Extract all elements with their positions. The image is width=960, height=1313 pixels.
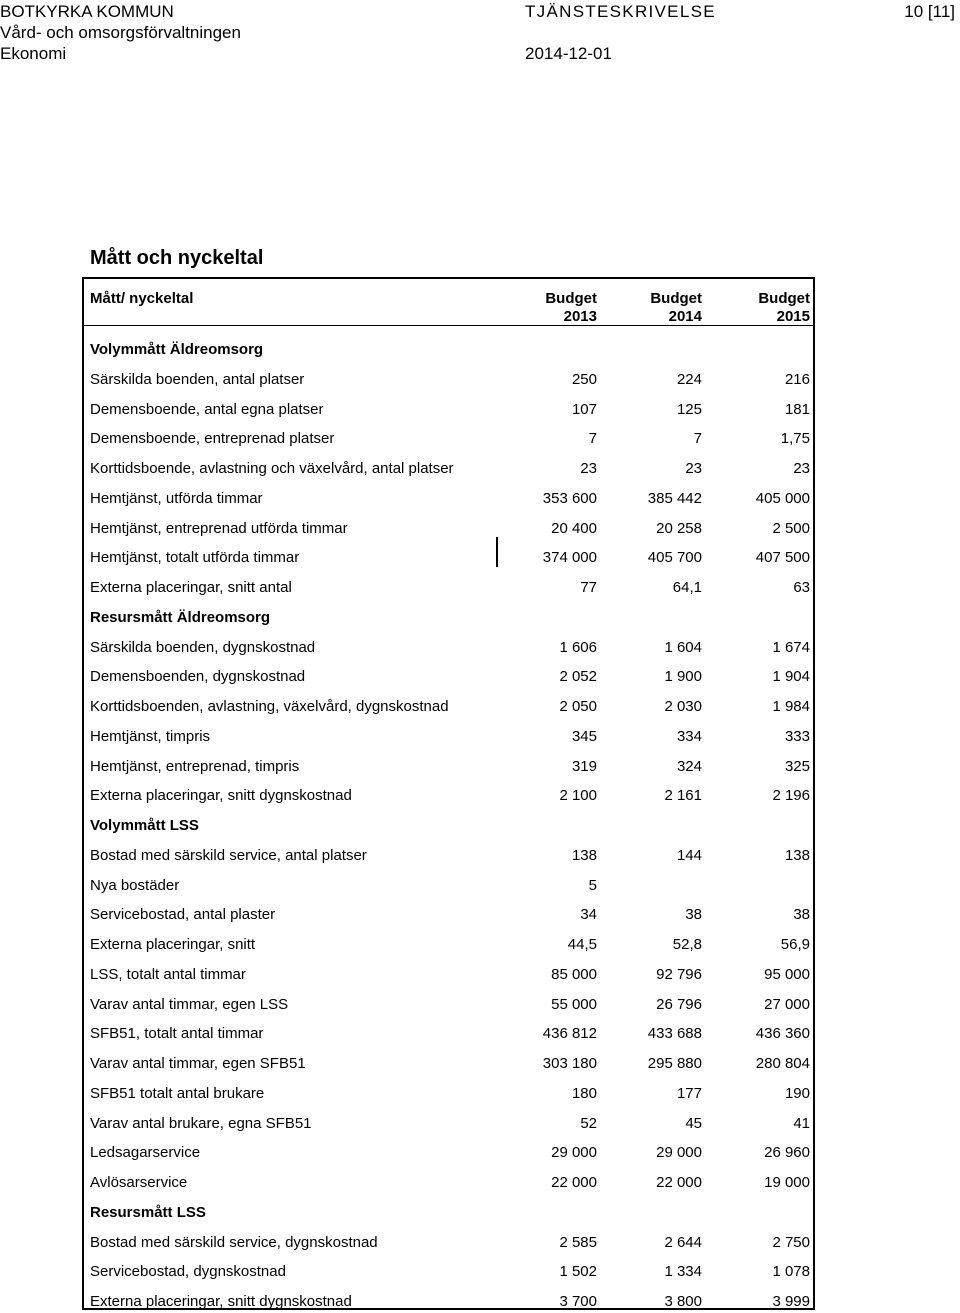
- cell-budget-2013: 5: [588, 876, 597, 894]
- cell-budget-2014: 177: [676, 1084, 702, 1102]
- cell-budget-2014: 52,8: [672, 936, 702, 953]
- page-number: 10 [11]: [904, 2, 955, 21]
- table-section-row: [90, 815, 810, 837]
- table-row: [90, 1261, 810, 1283]
- column-header-budget-2014: [602, 290, 702, 326]
- table-row: [90, 577, 810, 599]
- table-row: [90, 518, 810, 540]
- row-label: Korttidsboende, avlastning och växelvård, antal platser: [90, 460, 454, 477]
- cell-budget-2014: 38: [685, 906, 702, 924]
- column-header-label: Budget: [758, 290, 810, 307]
- table-row: [90, 875, 810, 897]
- cell-budget-2014: 2 030: [664, 698, 702, 715]
- section-heading: Resursmått Äldreomsorg: [90, 608, 271, 626]
- cell-budget-2014: 385 442: [647, 489, 702, 507]
- cell-budget-2014: 1 900: [664, 668, 702, 686]
- row-label: Demensboende, entreprenad platser: [90, 430, 335, 448]
- document-type: TJÄNSTESKRIVELSE: [525, 2, 716, 21]
- cell-budget-2014: 3 800: [664, 1293, 702, 1310]
- cell-budget-2013: 303 180: [542, 1055, 597, 1072]
- row-label: Servicebostad, dygnskostnad: [90, 1263, 286, 1281]
- table-row: [90, 428, 810, 450]
- table-row: [90, 1053, 810, 1075]
- cell-budget-2013: 436 812: [542, 1025, 597, 1043]
- table-row: [90, 637, 810, 659]
- row-label: Avlösarservice: [90, 1174, 188, 1191]
- cell-budget-2015: 405 000: [755, 489, 810, 507]
- row-label: Varav antal timmar, egen LSS: [90, 995, 289, 1013]
- cell-budget-2014: 334: [676, 727, 702, 745]
- section-heading: Volymmått Äldreomsorg: [90, 341, 264, 358]
- row-label: Hemtjänst, entreprenad, timpris: [90, 757, 300, 775]
- row-label: Hemtjänst, utförda timmar: [90, 489, 263, 507]
- unit-name: Ekonomi: [0, 44, 67, 63]
- table-row: [90, 399, 810, 421]
- cell-budget-2014: 224: [676, 370, 702, 388]
- cell-budget-2013: 107: [571, 400, 597, 418]
- row-label: Externa placeringar, snitt dygnskostnad: [90, 787, 352, 805]
- cell-budget-2013: 1 606: [559, 638, 597, 656]
- cell-budget-2015: 19 000: [764, 1174, 810, 1191]
- cell-budget-2014: 45: [685, 1114, 702, 1132]
- document-date: 2014-12-01: [525, 44, 612, 63]
- row-label: Hemtjänst, entreprenad utförda timmar: [90, 519, 348, 537]
- row-label: Nya bostäder: [90, 876, 180, 894]
- row-label: Ledsagarservice: [90, 1144, 201, 1162]
- cell-budget-2013: 2 100: [559, 787, 597, 805]
- row-label: Servicebostad, antal plaster: [90, 906, 276, 924]
- table-row: [90, 994, 810, 1016]
- cell-budget-2013: 2 052: [559, 668, 597, 686]
- cell-budget-2014: 324: [676, 757, 702, 775]
- table-row: [90, 756, 810, 778]
- table-row: [90, 1113, 810, 1135]
- table-row: [90, 458, 810, 480]
- row-label: Särskilda boenden, dygnskostnad: [90, 638, 316, 656]
- section-heading: Volymmått LSS: [90, 817, 199, 834]
- cell-budget-2014: 1 604: [664, 638, 702, 656]
- cell-budget-2013: 22 000: [551, 1174, 597, 1191]
- table-row: [90, 547, 810, 569]
- cell-budget-2014: 29 000: [656, 1144, 702, 1162]
- org-name: BOTKYRKA KOMMUN: [0, 2, 174, 21]
- row-label: Bostad med särskild service, dygnskostnad: [90, 1233, 378, 1251]
- cell-budget-2014: 26 796: [656, 995, 702, 1013]
- table-row: [90, 904, 810, 926]
- cell-budget-2015: 216: [784, 370, 810, 388]
- row-label: Hemtjänst, timpris: [90, 727, 211, 745]
- table-row: [90, 726, 810, 748]
- column-header-year: 2015: [776, 308, 810, 325]
- row-label: Korttidsboenden, avlastning, växelvård, dygnskostnad: [90, 698, 449, 715]
- row-label: Externa placeringar, snitt dygnskostnad: [90, 1293, 352, 1310]
- row-label: Varav antal timmar, egen SFB51: [90, 1055, 306, 1072]
- section-title: Mått och nyckeltal: [90, 247, 264, 269]
- cell-budget-2015: 1 078: [772, 1263, 810, 1281]
- row-label: Särskilda boenden, antal platser: [90, 370, 305, 388]
- cell-budget-2015: 138: [784, 846, 810, 864]
- cell-budget-2014: 433 688: [647, 1025, 702, 1043]
- cell-budget-2013: 353 600: [542, 489, 597, 507]
- cell-budget-2013: 2 585: [559, 1233, 597, 1251]
- table-row: [90, 1232, 810, 1254]
- cell-budget-2013: 23: [580, 460, 597, 477]
- column-header-budget-2013: [497, 290, 597, 326]
- cell-budget-2013: 44,5: [567, 936, 597, 953]
- cell-budget-2015: 436 360: [755, 1025, 810, 1043]
- column-header-budget-2015: [710, 290, 810, 326]
- cell-budget-2015: 26 960: [764, 1144, 810, 1162]
- section-heading: Resursmått LSS: [90, 1203, 206, 1221]
- cell-budget-2013: 20 400: [551, 519, 597, 537]
- cell-budget-2015: 325: [784, 757, 810, 775]
- row-label: Demensboende, antal egna platser: [90, 400, 324, 418]
- cell-budget-2015: 95 000: [764, 965, 810, 983]
- row-label: Externa placeringar, snitt antal: [90, 579, 292, 596]
- cell-budget-2015: 1 904: [772, 668, 810, 686]
- table-row: [90, 666, 810, 688]
- cell-budget-2015: 1 674: [772, 638, 810, 656]
- cell-budget-2014: 64,1: [672, 579, 702, 596]
- row-label: SFB51 totalt antal brukare: [90, 1084, 265, 1102]
- cell-budget-2015: 407 500: [755, 549, 810, 567]
- cell-budget-2013: 250: [571, 370, 597, 388]
- table-row: [90, 1083, 810, 1105]
- column-header-label: Budget: [545, 290, 597, 307]
- cell-budget-2015: 1,75: [780, 430, 810, 448]
- cell-budget-2015: 38: [793, 906, 810, 924]
- cell-budget-2014: 2 644: [664, 1233, 702, 1251]
- column-header-label: Budget: [650, 290, 702, 307]
- table-row: [90, 488, 810, 510]
- cell-budget-2013: 1 502: [559, 1263, 597, 1281]
- cell-budget-2015: 280 804: [755, 1055, 810, 1072]
- table-row: [90, 1172, 810, 1194]
- cell-budget-2013: 85 000: [551, 965, 597, 983]
- cell-budget-2013: 7: [588, 430, 597, 448]
- department-name: Vård- och omsorgsförvaltningen: [0, 23, 241, 42]
- table-row: [90, 964, 810, 986]
- cell-budget-2015: 23: [793, 460, 810, 477]
- row-label: Demensboenden, dygnskostnad: [90, 668, 306, 686]
- table-row: [90, 369, 810, 391]
- table-row: [90, 1291, 810, 1313]
- row-label: Hemtjänst, totalt utförda timmar: [90, 549, 300, 567]
- cell-budget-2013: 2 050: [559, 698, 597, 715]
- cell-budget-2015: 3 999: [772, 1293, 810, 1310]
- cell-budget-2015: 190: [784, 1084, 810, 1102]
- table-row: [90, 1023, 810, 1045]
- table-row: [90, 696, 810, 718]
- cell-budget-2013: 52: [580, 1114, 597, 1132]
- cell-budget-2015: 2 500: [772, 519, 810, 537]
- cell-budget-2014: 405 700: [647, 549, 702, 567]
- cell-budget-2014: 144: [676, 846, 702, 864]
- cell-budget-2015: 2 750: [772, 1233, 810, 1251]
- table-section-row: [90, 339, 810, 361]
- cell-budget-2014: 295 880: [647, 1055, 702, 1072]
- table-header: [90, 290, 810, 326]
- cell-budget-2014: 23: [685, 460, 702, 477]
- table-section-row: [90, 1202, 810, 1224]
- cell-budget-2015: 2 196: [772, 787, 810, 805]
- label-column-header: Mått/ nyckeltal: [90, 290, 194, 307]
- table-row: [90, 845, 810, 867]
- cell-budget-2013: 55 000: [551, 995, 597, 1013]
- column-header-year: 2014: [668, 308, 702, 325]
- row-label: Varav antal brukare, egna SFB51: [90, 1114, 312, 1132]
- cell-budget-2014: 125: [676, 400, 702, 418]
- table-row: [90, 1142, 810, 1164]
- cell-budget-2013: 77: [580, 579, 597, 596]
- cell-budget-2013: 34: [580, 906, 597, 924]
- cell-budget-2015: 63: [793, 579, 810, 596]
- table-section-row: [90, 607, 810, 629]
- row-label: SFB51, totalt antal timmar: [90, 1025, 264, 1043]
- cell-budget-2013: 3 700: [559, 1293, 597, 1310]
- cell-budget-2014: 92 796: [656, 965, 702, 983]
- cell-budget-2015: 333: [784, 727, 810, 745]
- row-label: Bostad med särskild service, antal platser: [90, 846, 367, 864]
- row-label: LSS, totalt antal timmar: [90, 965, 246, 983]
- cell-budget-2014: 20 258: [656, 519, 702, 537]
- cell-budget-2013: 180: [571, 1084, 597, 1102]
- cell-budget-2014: 1 334: [664, 1263, 702, 1281]
- cell-budget-2015: 181: [784, 400, 810, 418]
- cell-budget-2013: 29 000: [551, 1144, 597, 1162]
- cell-budget-2014: 22 000: [656, 1174, 702, 1191]
- cell-budget-2015: 1 984: [772, 698, 810, 715]
- cell-budget-2015: 41: [793, 1114, 810, 1132]
- row-label: Externa placeringar, snitt: [90, 936, 256, 953]
- table-row: [90, 934, 810, 956]
- cell-budget-2013: 138: [571, 846, 597, 864]
- cell-budget-2014: 7: [693, 430, 702, 448]
- cell-budget-2015: 27 000: [764, 995, 810, 1013]
- cell-budget-2013: 345: [571, 727, 597, 745]
- column-header-year: 2013: [563, 308, 597, 325]
- cell-budget-2014: 2 161: [664, 787, 702, 805]
- table-row: [90, 785, 810, 807]
- cell-budget-2013: 374 000: [542, 549, 597, 567]
- cell-budget-2013: 319: [571, 757, 597, 775]
- cell-budget-2015: 56,9: [780, 936, 810, 953]
